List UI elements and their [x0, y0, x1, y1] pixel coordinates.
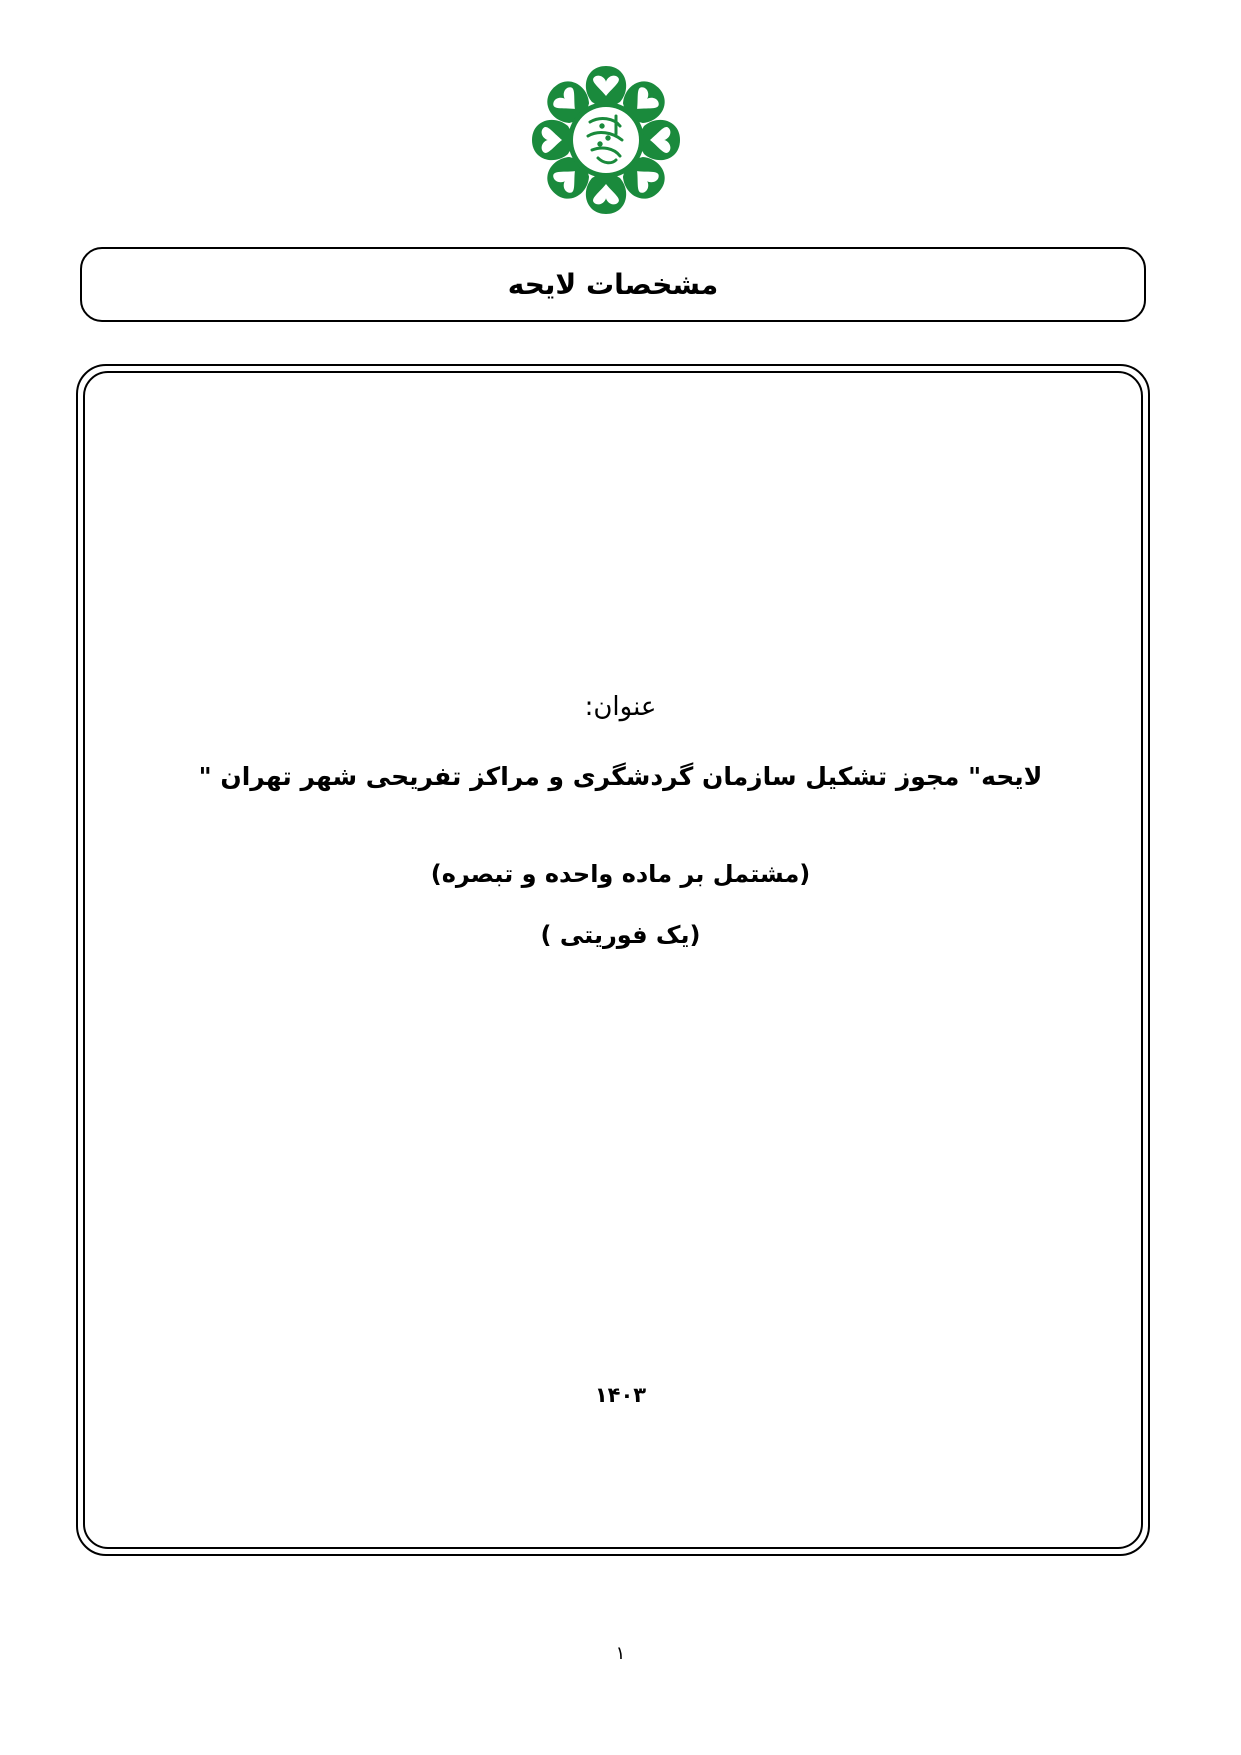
- subject-label: عنوان:: [584, 692, 657, 722]
- main-content-inner-frame: [83, 371, 1143, 1549]
- bill-title: لایحه" مجوز تشکیل سازمان گردشگری و مراکز تفریحی شهر تهران ": [198, 762, 1043, 791]
- tehran-city-council-emblem-icon: [530, 64, 682, 216]
- header-box: [80, 247, 1146, 322]
- page-number: ۱: [615, 1643, 626, 1664]
- header-title: مشخصات لایحه: [507, 268, 719, 301]
- urgency-note: (یک فوریتی ): [540, 921, 701, 949]
- main-content-frame: [76, 364, 1150, 1556]
- council-logo: [530, 64, 682, 216]
- scope-note: (مشتمل بر ماده واحده و تبصره): [430, 860, 811, 888]
- year: ۱۴۰۳: [594, 1383, 647, 1407]
